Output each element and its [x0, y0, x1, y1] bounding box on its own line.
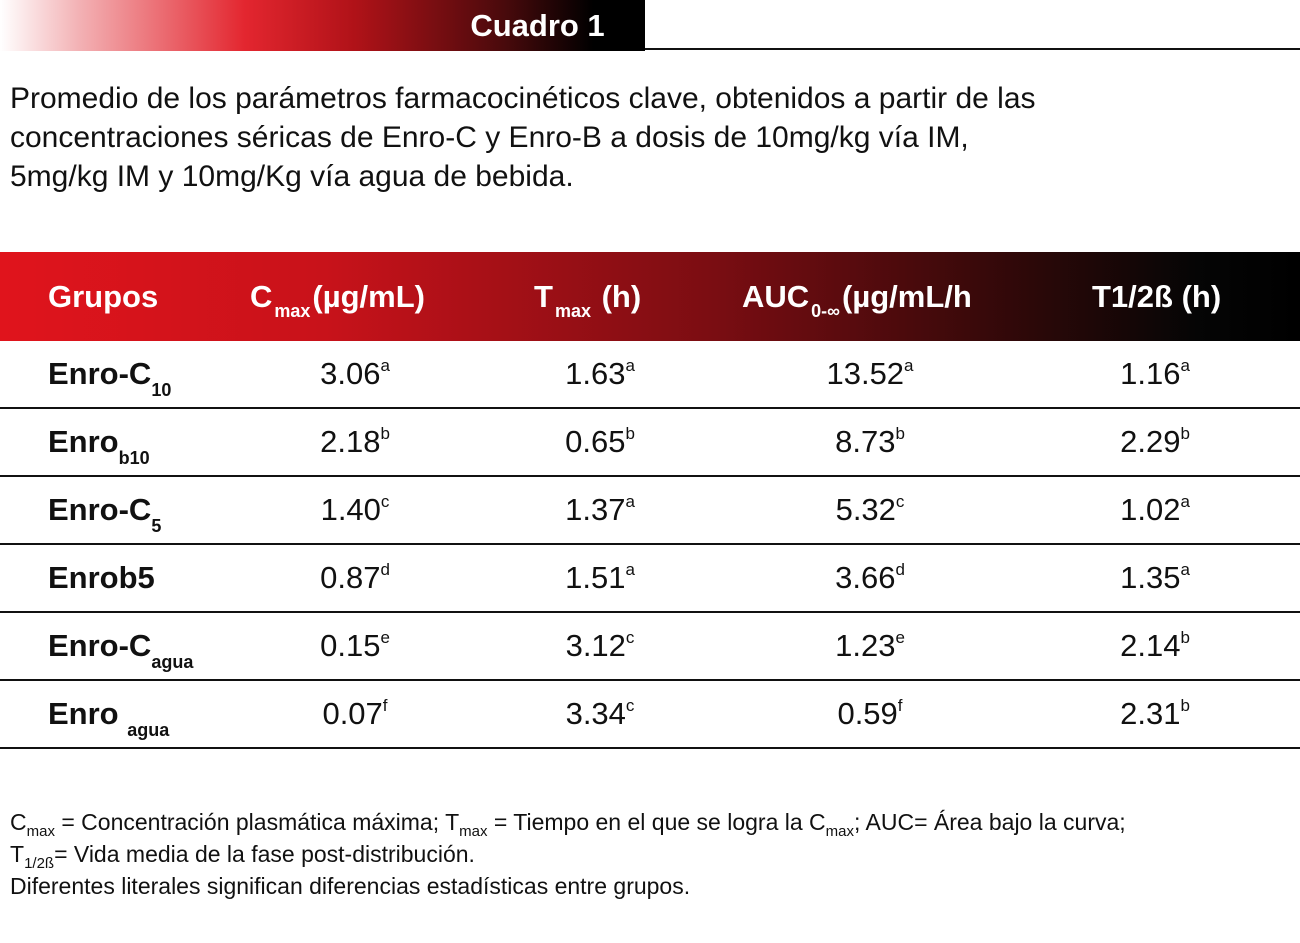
- auc-value: 8.73: [835, 424, 896, 459]
- cell-auc: [730, 424, 1010, 460]
- header-auc-sub: 0-∞: [811, 300, 841, 321]
- header-tmax-main: T: [534, 278, 553, 314]
- auc-value: 3.66: [835, 560, 896, 595]
- tmax-value: 3.34: [565, 696, 626, 731]
- cell-tmax: [470, 560, 730, 596]
- table-row: [0, 477, 1300, 545]
- cell-t12: [1010, 628, 1300, 664]
- fn-t12-sub: 1/2ß: [24, 855, 55, 872]
- row-group-name: [0, 696, 240, 740]
- auc-letter: c: [895, 492, 905, 511]
- tmax-letter: c: [625, 628, 635, 647]
- group-name-text: Enro: [48, 424, 119, 459]
- header-groups: Grupos: [48, 278, 159, 314]
- table-footnote: [10, 806, 1290, 902]
- group-name-text: Enro-C: [48, 492, 152, 527]
- footnote-line-3: Diferentes literales significan diferencias estadísticas entre grupos.: [10, 873, 691, 899]
- cell-t12: [1010, 560, 1300, 596]
- group-name-text: Enro-C: [48, 356, 152, 391]
- header-cmax-main: C: [250, 278, 273, 314]
- table-row: [0, 681, 1300, 749]
- auc-value: 0.59: [837, 696, 898, 731]
- cell-cmax: [240, 628, 470, 664]
- group-name-text: Enro: [48, 696, 128, 731]
- row-group-name: [0, 356, 240, 400]
- fn-cmax-def: = Concentración plasmática máxima; T: [54, 809, 460, 835]
- cell-auc: [730, 560, 1010, 596]
- cmax-value: 0.87: [320, 560, 381, 595]
- t12-letter: a: [1180, 356, 1190, 375]
- caption-line-3: 5mg/kg IM y 10mg/Kg vía agua de bebida.: [10, 160, 574, 193]
- cell-tmax: [470, 356, 730, 392]
- cell-auc: [730, 492, 1010, 528]
- group-name-sub: 10: [151, 380, 172, 400]
- row-group-name: [0, 560, 240, 596]
- cmax-letter: b: [380, 424, 390, 443]
- header-cmax: [240, 278, 470, 321]
- auc-letter: f: [897, 696, 903, 715]
- auc-value: 1.23: [835, 628, 896, 663]
- cmax-value: 0.07: [322, 696, 383, 731]
- fn-t12-def: = Vida media de la fase post-distribución.: [54, 841, 475, 867]
- header-tmax: [470, 278, 730, 321]
- tmax-value: 1.63: [565, 356, 626, 391]
- header-cmax-sub: max: [274, 300, 311, 321]
- t12-letter: b: [1180, 424, 1190, 443]
- group-name-sub: b10: [118, 448, 150, 468]
- table-body: [0, 341, 1300, 749]
- header-auc: [730, 278, 1010, 321]
- table-header: [0, 252, 1300, 341]
- table-row: [0, 341, 1300, 409]
- fn-tmax-sub: max: [459, 823, 488, 840]
- header-cmax-unit: (µg/mL): [312, 278, 425, 314]
- table-row: [0, 613, 1300, 681]
- auc-value: 5.32: [835, 492, 896, 527]
- t12-value: 1.16: [1120, 356, 1181, 391]
- tmax-value: 1.37: [565, 492, 626, 527]
- cell-cmax: [240, 696, 470, 732]
- t12-letter: b: [1180, 628, 1190, 647]
- auc-letter: b: [895, 424, 905, 443]
- header-tmax-unit: (h): [601, 278, 642, 314]
- fn-cmax: C: [10, 809, 27, 835]
- table-row: [0, 409, 1300, 477]
- tmax-letter: a: [625, 356, 635, 375]
- tmax-letter: b: [625, 424, 635, 443]
- t12-value: 2.31: [1120, 696, 1181, 731]
- cmax-value: 3.06: [320, 356, 381, 391]
- t12-value: 1.02: [1120, 492, 1181, 527]
- header-tmax-sub: max: [554, 300, 591, 321]
- t12-value: 2.29: [1120, 424, 1181, 459]
- cmax-letter: d: [380, 560, 390, 579]
- fn-auc-def: ; AUC= Área bajo la curva;: [854, 809, 1126, 835]
- fn-cmax-sub-2: max: [825, 823, 854, 840]
- row-group-name: [0, 492, 240, 536]
- cell-auc: [730, 696, 1010, 732]
- table-caption: [10, 79, 1280, 196]
- header-auc-unit: (µg/mL/h: [842, 278, 972, 314]
- footnote-line-2: [10, 838, 1290, 870]
- cell-cmax: [240, 356, 470, 392]
- cell-tmax: [470, 424, 730, 460]
- cmax-value: 1.40: [320, 492, 381, 527]
- cell-tmax: [470, 492, 730, 528]
- caption-line-1: Promedio de los parámetros farmacocinéticos clave, obtenidos a partir de las: [10, 82, 1036, 115]
- t12-letter: b: [1180, 696, 1190, 715]
- header-auc-main: AUC: [742, 278, 810, 314]
- table-title: Cuadro 1: [470, 8, 605, 43]
- title-rule: [645, 48, 1300, 50]
- cell-tmax: [470, 628, 730, 664]
- cell-tmax: [470, 696, 730, 732]
- group-name-text: Enrob5: [48, 560, 155, 595]
- cmax-letter: f: [382, 696, 388, 715]
- group-name-sub: agua: [151, 652, 194, 672]
- auc-letter: d: [895, 560, 905, 579]
- cell-t12: [1010, 424, 1300, 460]
- cell-t12: [1010, 356, 1300, 392]
- t12-letter: a: [1180, 492, 1190, 511]
- footnote-line-1: [10, 806, 1290, 838]
- cell-t12: [1010, 492, 1300, 528]
- cell-cmax: [240, 424, 470, 460]
- t12-value: 2.14: [1120, 628, 1181, 663]
- caption-line-2: concentraciones séricas de Enro-C y Enro-B a dosis de 10mg/kg vía IM,: [10, 121, 969, 154]
- row-group-name: [0, 424, 240, 468]
- group-name-sub: agua: [127, 720, 170, 740]
- t12-letter: a: [1180, 560, 1190, 579]
- tmax-value: 1.51: [565, 560, 626, 595]
- tmax-value: 0.65: [565, 424, 626, 459]
- auc-letter: a: [904, 356, 914, 375]
- cmax-letter: e: [380, 628, 390, 647]
- tmax-letter: a: [625, 560, 635, 579]
- auc-letter: e: [895, 628, 905, 647]
- cmax-value: 2.18: [320, 424, 381, 459]
- group-name-sub: 5: [151, 516, 162, 536]
- auc-value: 13.52: [826, 356, 905, 391]
- fn-cmax-sub: max: [26, 823, 55, 840]
- fn-tmax-def: = Tiempo en el que se logra la C: [487, 809, 826, 835]
- cell-t12: [1010, 696, 1300, 732]
- header-t12: T1/2ß (h): [1092, 278, 1222, 314]
- row-group-name: [0, 628, 240, 672]
- fn-t12: T: [10, 841, 25, 867]
- t12-value: 1.35: [1120, 560, 1181, 595]
- tmax-letter: a: [625, 492, 635, 511]
- group-name-text: Enro-C: [48, 628, 152, 663]
- tmax-value: 3.12: [565, 628, 626, 663]
- cmax-letter: a: [380, 356, 390, 375]
- cell-auc: [730, 356, 1010, 392]
- tmax-letter: c: [625, 696, 635, 715]
- table-row: [0, 545, 1300, 613]
- cmax-letter: c: [380, 492, 390, 511]
- cmax-value: 0.15: [320, 628, 381, 663]
- cell-cmax: [240, 492, 470, 528]
- cell-auc: [730, 628, 1010, 664]
- cell-cmax: [240, 560, 470, 596]
